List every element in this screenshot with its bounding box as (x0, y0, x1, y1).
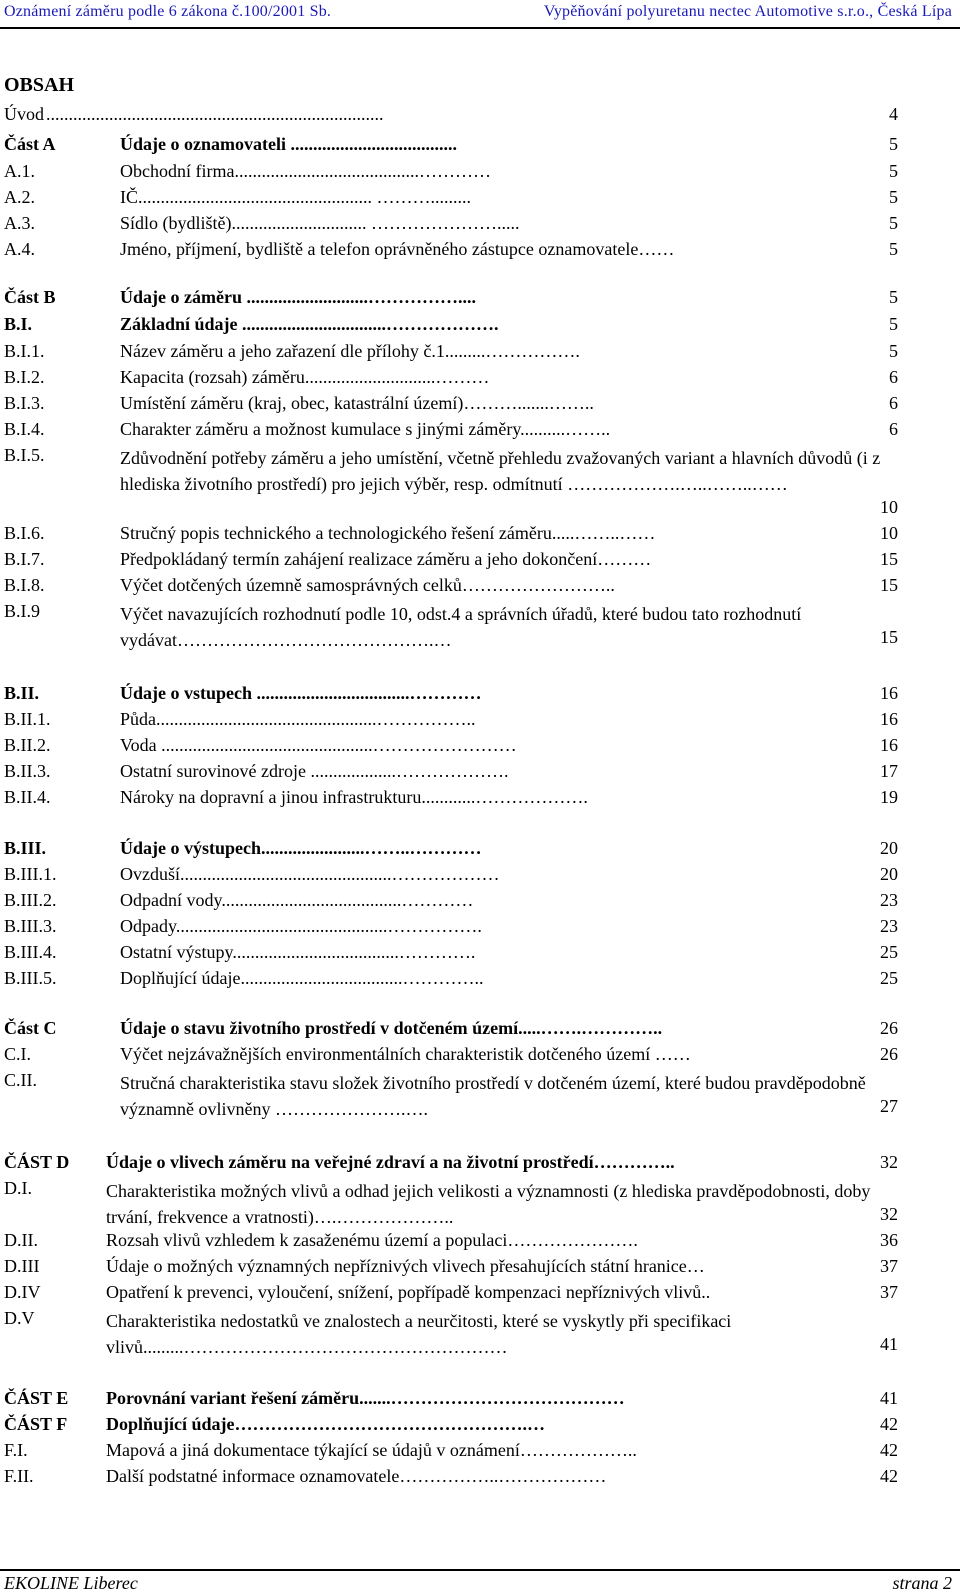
toc-entry-number: ČÁST F (4, 1414, 68, 1434)
toc-entry-number: B.I.5. (4, 445, 45, 465)
toc-entry[interactable] (4, 838, 956, 864)
toc-entry-page: 41 (880, 1388, 898, 1408)
toc-entry-page: 5 (889, 187, 898, 207)
toc-entry[interactable] (4, 1282, 956, 1308)
toc-entry-title: Charakteristika možných vlivů a odhad jejich velikosti a významnosti (z hlediska pravděpodobnosti, doby trvání, frekvence a vratnosti)….……………….. (106, 1181, 871, 1227)
toc-entry-page: 17 (880, 761, 898, 781)
toc-entry-page: 23 (880, 916, 898, 936)
toc-entry-number: B.I. (4, 314, 33, 334)
toc-entry-number: F.I. (4, 1440, 28, 1460)
toc-entry-title: Kapacita (rozsah) záměru.............................……… (120, 367, 490, 387)
toc-entry-number: B.I.7. (4, 549, 45, 569)
toc-entry-title: Ostatní surovinové zdroje ...................………………. (120, 761, 509, 781)
toc-entry-number: B.III.2. (4, 890, 57, 910)
toc-entry-page: 5 (889, 213, 898, 233)
toc-entry-number: D.IV (4, 1282, 41, 1302)
toc-entry[interactable] (4, 1388, 956, 1414)
toc-entry-title: Výčet dotčených územně samosprávných celků…………………….. (120, 575, 615, 595)
toc-entry-title: Údaje o oznamovateli ..................................... (120, 134, 457, 154)
toc-entry[interactable] (4, 1178, 956, 1230)
toc-entry[interactable] (4, 367, 956, 393)
toc-entry-page: 26 (880, 1044, 898, 1064)
toc-entry-page: 5 (889, 239, 898, 259)
toc-entry-page: 20 (880, 838, 898, 858)
toc-entry-number: Úvod (4, 104, 44, 124)
toc-entry[interactable] (4, 239, 956, 265)
toc-entry-page: 10 (880, 497, 898, 517)
toc-entry-page: 26 (880, 1018, 898, 1038)
toc-entry-number: A.2. (4, 187, 35, 207)
toc-entry[interactable] (4, 1044, 956, 1070)
toc-entry[interactable] (4, 683, 956, 709)
toc-entry-title: Předpokládaný termín zahájení realizace záměru a jeho dokončení……… (120, 549, 652, 569)
toc-entry[interactable] (4, 1152, 956, 1178)
toc-entry[interactable] (4, 445, 956, 523)
toc-entry[interactable] (4, 709, 956, 735)
toc-entry-page: 5 (889, 314, 898, 334)
toc-entry-title: Údaje o vstupech ..................................………… (120, 683, 482, 703)
toc-entry-page: 20 (880, 864, 898, 884)
toc-entry-page: 41 (880, 1334, 898, 1354)
toc-entry[interactable] (4, 314, 956, 340)
toc-entry[interactable] (4, 523, 956, 549)
toc-entry[interactable] (4, 1018, 956, 1044)
toc-entry-title: Rozsah vlivů vzhledem k zasaženému území a populaci…………………. (106, 1230, 638, 1250)
toc-entry-number: B.II.2. (4, 735, 51, 755)
toc-entry-title: Výčet nejzávažnějších environmentálních charakteristik dotčeného území …… (120, 1044, 691, 1064)
toc-entry-title: Doplňující údaje………………………………………….… (106, 1414, 546, 1434)
footer-page-number: strana 2 (892, 1573, 952, 1593)
toc-entry-title: Zdůvodnění potřeby záměru a jeho umístění, včetně přehledu zvažovaných variant a hlavních důvodů (i z hlediska životního prostředí) pro jejich výběr, resp. odmítnutí ……………….…..……..…… (120, 448, 881, 494)
toc-entry-page: 15 (880, 549, 898, 569)
toc-entry-page: 42 (880, 1414, 898, 1434)
toc-entry[interactable] (4, 393, 956, 419)
toc-entry-page: 5 (889, 161, 898, 181)
toc-entry-page: 10 (880, 523, 898, 543)
toc-entry[interactable] (4, 890, 956, 916)
toc-entry-page: 37 (880, 1282, 898, 1302)
toc-entry[interactable] (4, 287, 956, 313)
toc-entry-number: ČÁST D (4, 1152, 70, 1172)
toc-entry-title: Výčet navazujících rozhodnutí podle 10, odst.4 a správních úřadů, které budou tato rozhodnutí vydávat…………………………………….… (120, 604, 802, 650)
toc-entry-page: 42 (880, 1466, 898, 1486)
toc-entry-title: ........................................................................... (46, 104, 384, 124)
toc-entry-title: Porovnání variant řešení záměru.......………………………………… (106, 1388, 625, 1408)
toc-entry-page: 19 (880, 787, 898, 807)
toc-entry[interactable] (4, 1308, 956, 1360)
toc-entry-title: Název záměru a jeho zařazení dle přílohy č.1.........……………. (120, 341, 580, 361)
toc-entry-title: Údaje o záměru ...........................…………….... (120, 287, 476, 307)
toc-entry-number: B.III. (4, 838, 47, 858)
toc-entry-number: Část C (4, 1018, 57, 1038)
toc-entry-title: Ovzduší...............................................……………… (120, 864, 500, 884)
toc-entry-title: Půda.................................................…………….. (120, 709, 476, 729)
toc-entry-number: A.3. (4, 213, 35, 233)
toc-entry[interactable] (4, 1256, 956, 1282)
toc-entry-page: 23 (880, 890, 898, 910)
toc-entry-page: 16 (880, 683, 898, 703)
toc-entry-page: 27 (880, 1096, 898, 1116)
toc-entry-title: Stručná charakteristika stavu složek životního prostředí v dotčeném území, které budou pravděpodobně významně ovlivněny ………………….…. (120, 1073, 866, 1119)
toc-entry-page: 25 (880, 968, 898, 988)
toc-entry[interactable] (4, 104, 956, 130)
toc-entry[interactable] (4, 161, 956, 187)
toc-entry-number: B.I.9 (4, 601, 40, 621)
toc-entry[interactable] (4, 213, 956, 239)
toc-entry-title: Odpadní vody........................................………… (120, 890, 474, 910)
toc-entry-number: B.I.1. (4, 341, 45, 361)
toc-entry-title: Doplňující údaje....................................………….. (120, 968, 484, 988)
toc-entry-title: Další podstatné informace oznamovatele……………..……………… (106, 1466, 607, 1486)
toc-entry-title: Odpady...............................................……………. (120, 916, 482, 936)
toc-entry-number: F.II. (4, 1466, 34, 1486)
toc-entry[interactable] (4, 761, 956, 787)
toc-entry-number: B.III.4. (4, 942, 57, 962)
toc-entry-title: Nároky na dopravní a jinou infrastrukturu............………………. (120, 787, 588, 807)
toc-entry-page: 5 (889, 287, 898, 307)
toc-entry-number: D.II. (4, 1230, 38, 1250)
toc-entry-page: 6 (889, 393, 898, 413)
toc-entry-title: Stručný popis technického a technologického řešení záměru.....……..…… (120, 523, 656, 543)
toc-entry-number: B.I.6. (4, 523, 45, 543)
toc-entry[interactable] (4, 864, 956, 890)
toc-entry[interactable] (4, 1070, 956, 1122)
toc-entry-title: Mapová a jiná dokumentace týkající se údajů v oznámení……………….. (106, 1440, 637, 1460)
toc-entry-title: Základní údaje ................................………………. (120, 314, 499, 334)
toc-entry-number: Část B (4, 287, 56, 307)
toc-entry[interactable] (4, 1414, 956, 1440)
toc-heading: OBSAH (4, 74, 75, 96)
toc-entry-page: 15 (880, 627, 898, 647)
toc-entry[interactable] (4, 419, 956, 445)
toc-entry-page: 32 (880, 1152, 898, 1172)
toc-entry-number: B.I.8. (4, 575, 45, 595)
toc-entry-page: 32 (880, 1204, 898, 1224)
page-header (0, 0, 960, 28)
toc-entry[interactable] (4, 787, 956, 813)
toc-entry-number: D.I. (4, 1178, 32, 1198)
toc-entry-page: 6 (889, 367, 898, 387)
toc-entry-number: Část A (4, 134, 56, 154)
toc-entry-title: Charakteristika nedostatků ve znalostech a neurčitosti, které se vyskytly při specifikaci vlivů.........……………………………………………… (106, 1311, 732, 1357)
header-project-title: Vypěňování polyuretanu nectec Automotive s.r.o., Česká Lípa (543, 3, 952, 20)
toc-entry-title: Opatření k prevenci, vyloučení, snížení, popřípadě kompenzaci nepříznivých vlivů.. (106, 1282, 711, 1302)
toc-entry-title: Sídlo (bydliště).............................. …………………..... (120, 213, 520, 233)
toc-entry-number: D.III (4, 1256, 40, 1276)
toc-entry-title: Ostatní výstupy.....................................…………. (120, 942, 476, 962)
toc-entry-number: C.II. (4, 1070, 37, 1090)
toc-entry-title: Údaje o výstupech.......................……..………… (120, 838, 482, 858)
toc-entry[interactable] (4, 134, 956, 160)
footer-company: EKOLINE Liberec (4, 1573, 138, 1593)
toc-entry-page: 36 (880, 1230, 898, 1250)
toc-entry-number: B.II.3. (4, 761, 51, 781)
toc-entry-page: 16 (880, 735, 898, 755)
toc-entry-title: Obchodní firma.........................................………… (120, 161, 491, 181)
toc-entry[interactable] (4, 187, 956, 213)
toc-entry-page: 16 (880, 709, 898, 729)
toc-entry-title: Charakter záměru a možnost kumulace s jinými záměry..........…….. (120, 419, 611, 439)
footer-divider (0, 1569, 960, 1571)
toc-entry[interactable] (4, 1230, 956, 1256)
toc-entry[interactable] (4, 341, 956, 367)
toc-entry-page: 42 (880, 1440, 898, 1460)
toc-entry-page: 37 (880, 1256, 898, 1276)
toc-entry-title: Jméno, příjmení, bydliště a telefon oprávněného zástupce oznamovatele…… (120, 239, 675, 259)
toc-entry-page: 15 (880, 575, 898, 595)
toc-entry-page: 5 (889, 341, 898, 361)
toc-entry-title: Údaje o vlivech záměru na veřejné zdraví a na životní prostředí………….. (106, 1152, 675, 1172)
toc-entry-page: 25 (880, 942, 898, 962)
toc-entry[interactable] (4, 942, 956, 968)
toc-entry-title: IČ.................................................... ………......... (120, 187, 471, 207)
toc-entry-number: B.II. (4, 683, 40, 703)
toc-entry[interactable] (4, 601, 956, 653)
toc-entry[interactable] (4, 1440, 956, 1466)
toc-entry-page: 4 (889, 104, 898, 124)
toc-entry-page: 6 (889, 419, 898, 439)
toc-entry[interactable] (4, 1466, 956, 1492)
toc-entry[interactable] (4, 735, 956, 761)
toc-entry-number: A.1. (4, 161, 35, 181)
toc-entry-number: D.V (4, 1308, 35, 1328)
toc-entry-title: Údaje o stavu životního prostředí v dotčeném území.....…….………….. (120, 1018, 663, 1038)
toc-entry-number: B.III.3. (4, 916, 57, 936)
toc-entry[interactable] (4, 916, 956, 942)
toc-entry-page: 5 (889, 134, 898, 154)
toc-entry-title: Údaje o možných významných nepříznivých vlivech přesahujících státní hranice… (106, 1256, 705, 1276)
toc-entry-number: B.III.5. (4, 968, 57, 988)
toc-entry-title: Voda ...............................................…………………… (120, 735, 517, 755)
toc-entry-number: B.II.4. (4, 787, 51, 807)
toc-entry-number: C.I. (4, 1044, 31, 1064)
toc-entry[interactable] (4, 575, 956, 601)
toc-entry-number: B.II.1. (4, 709, 51, 729)
toc-entry-number: B.I.2. (4, 367, 45, 387)
toc-entry-number: B.III.1. (4, 864, 57, 884)
toc-entry-number: B.I.3. (4, 393, 45, 413)
toc-entry-number: ČÁST E (4, 1388, 69, 1408)
toc-entry-title: Umístění záměru (kraj, obec, katastrální území)……….......…….. (120, 393, 594, 413)
header-divider (0, 27, 960, 29)
toc-entry[interactable] (4, 968, 956, 994)
header-document-title: Oznámení záměru podle 6 zákona č.100/2001 Sb. (4, 3, 332, 20)
toc-entry-number: B.I.4. (4, 419, 45, 439)
toc-entry[interactable] (4, 549, 956, 575)
toc-entry-number: A.4. (4, 239, 35, 259)
